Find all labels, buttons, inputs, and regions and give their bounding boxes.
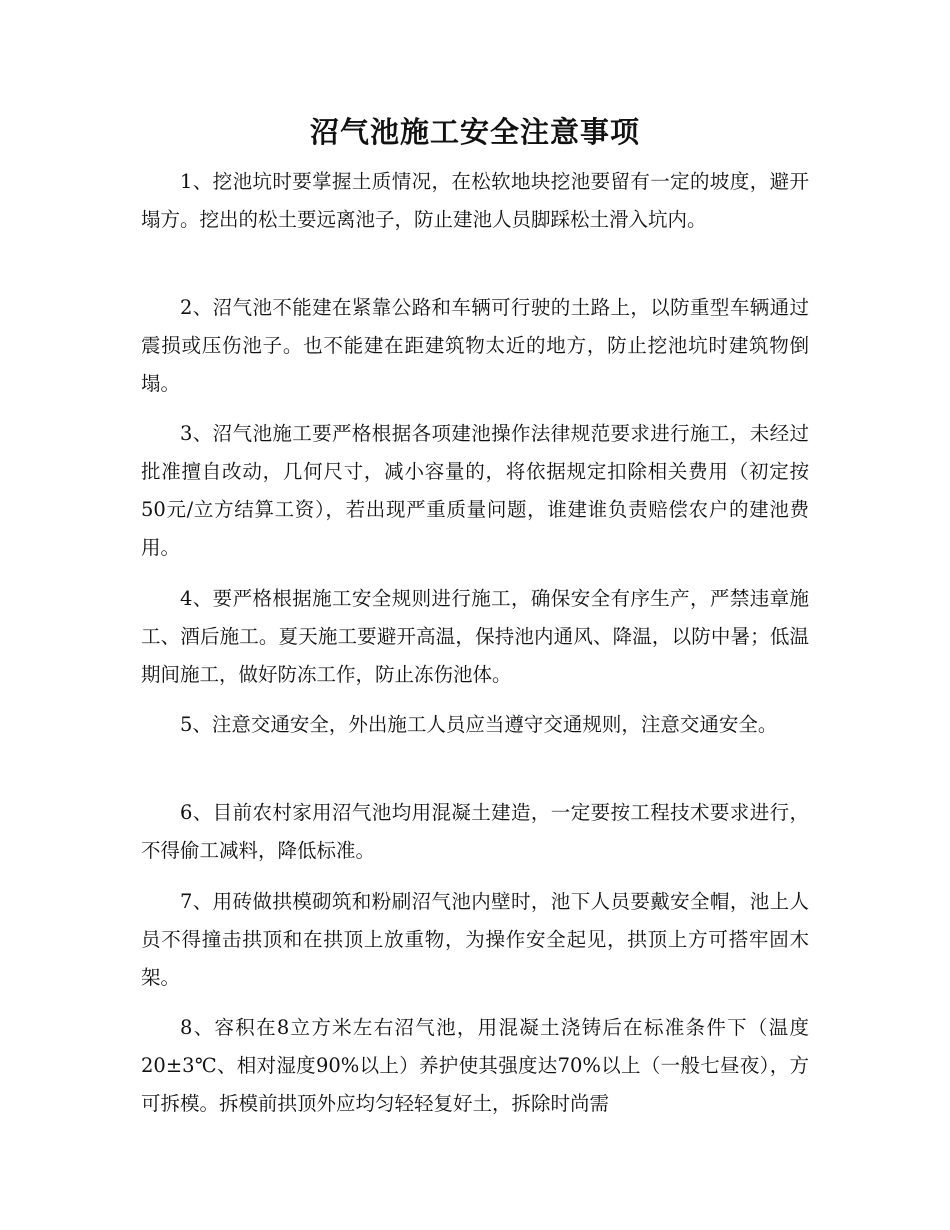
paragraph-7: 7、用砖做拱模砌筑和粉刷沼气池内壁时，池下人员要戴安全帽，池上人员不得撞击拱顶和在拱顶上放重物，为操作安全起见，拱顶上方可搭牢固木架。 bbox=[141, 890, 809, 989]
paragraph-1: 1、挖池坑时要掌握土质情况，在松软地块挖池要留有一定的坡度，避开塌方。挖出的松土要远离池子，防止建池人员脚踩松土滑入坑内。 bbox=[141, 170, 809, 231]
paragraph-2: 2、沼气池不能建在紧靠公路和车辆可行驶的土路上，以防重型车辆通过震损或压伤池子。也不能建在距建筑物太近的地方，防止挖池坑时建筑物倒塌。 bbox=[141, 296, 809, 395]
paragraph-4: 4、要严格根据施工安全规则进行施工，确保安全有序生产，严禁违章施工、酒后施工。夏天施工要避开高温，保持池内通风、降温，以防中暑；低温期间施工，做好防冻工作，防止冻伤池体。 bbox=[141, 587, 809, 686]
paragraph-8: 8、容积在8立方米左右沼气池，用混凝土浇铸后在标准条件下（温度20±3℃、相对湿度90%以上）养护使其强度达70%以上（一般七昼夜），方可拆模。拆模前拱顶外应均匀轻轻复好土，拆除时尚需 bbox=[141, 1016, 809, 1115]
paragraph-5: 5、注意交通安全，外出施工人员应当遵守交通规则，注意交通安全。 bbox=[180, 713, 778, 736]
paragraph-6: 6、目前农村家用沼气池均用混凝土建造，一定要按工程技术要求进行，不得偷工减料，降低标准。 bbox=[141, 801, 809, 862]
paragraph-3: 3、沼气池施工要严格根据各项建池操作法律规范要求进行施工，未经过批准擅自改动，几何尺寸，减小容量的，将依据规定扣除相关费用（初定按50元/立方结算工资），若出现严重质量问题，谁建谁负责赔偿农户的建池费用。 bbox=[141, 422, 809, 559]
document-title: 沼气池施工安全注意事项 bbox=[309, 115, 640, 149]
